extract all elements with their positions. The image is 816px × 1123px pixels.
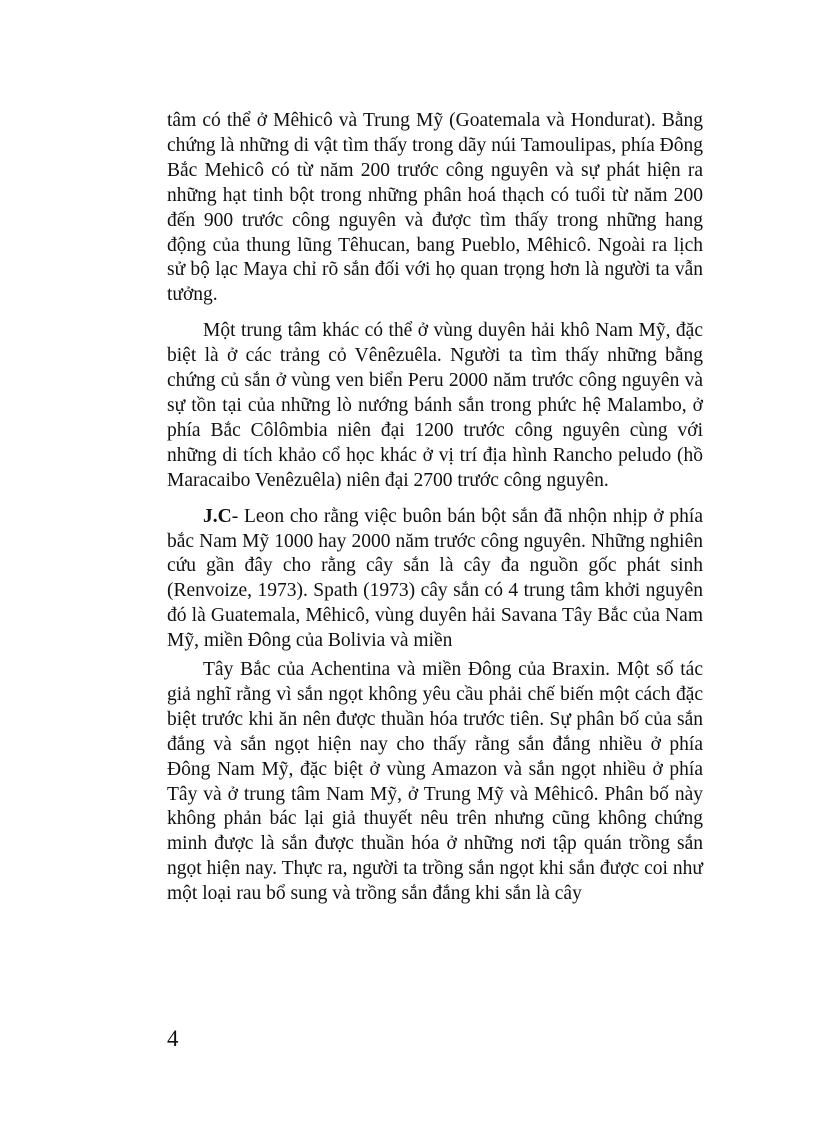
paragraph-4 — [167, 658, 703, 907]
paragraph-4-text: Tây Bắc của Achentina và miền Đông của Braxin. Một số tác giả nghĩ rằng vì sắn ngọt không yêu cầu phải chế biến một cách đặc biệt trước khi ăn nên được thuần hóa trước tiên. Sự phân bố của sắn đắng và sắn ngọt hiện nay cho thấy rằng sắn đắng nhiều ở phía Đông Nam Mỹ, đặc biệt ở vùng Amazon và sắn ngọt nhiều ở phía Tây và ở trung tâm Nam Mỹ, ở Trung Mỹ và Mêhicô. Phân bố này không phản bác lại giả thuyết nêu trên nhưng cũng không chứng minh được là sắn được thuần hóa ở những nơi tập quán trồng sắn ngọt hiện nay. Thực ra, người ta trồng sắn ngọt khi sắn được coi như một loại rau bổ sung và trồng sắn đắng khi sắn là cây — [167, 659, 703, 905]
page-number: 4 — [167, 1026, 179, 1051]
paragraph-3 — [167, 505, 703, 654]
paragraph-2 — [167, 319, 703, 493]
paragraph-1-text: tâm có thể ở Mêhicô và Trung Mỹ (Goatemala và Hondurat). Bằng chứng là những di vật tìm thấy trong dãy núi Tamoulipas, phía Đông Bắc Mehicô có từ năm 200 trước công nguyên và sự phát hiện ra những hạt tinh bột trong những phân hoá thạch có tuổi từ năm 200 đến 900 trước công nguyên và được tìm thấy trong những hang động của thung lũng Têhucan, bang Pueblo, Mêhicô. Ngoài ra lịch sử bộ lạc Maya chỉ rõ sắn đối với họ quan trọng hơn là người ta vẫn tưởng. — [167, 110, 703, 306]
paragraph-3-text: - Leon cho rằng việc buôn bán bột sắn đã nhộn nhịp ở phía bắc Nam Mỹ 1000 hay 2000 năm trước công nguyên. Những nghiên cứu gần đây cho rằng cây sắn là cây đa nguồn gốc phát sinh (Renvoize, 1973). Spath (1973) cây sắn có 4 trung tâm khởi nguyên đó là Guatemala, Mêhicô, vùng duyên hải Savana Tây Bắc của Nam Mỹ, miền Đông của Bolivia và miền — [167, 505, 703, 652]
page-body — [167, 109, 703, 907]
paragraph-1 — [167, 109, 703, 308]
paragraph-2-text: Một trung tâm khác có thể ở vùng duyên hải khô Nam Mỹ, đặc biệt là ở các trảng cỏ Vênêzuêla. Người ta tìm thấy những bằng chứng củ sắn ở vùng ven biển Peru 2000 năm trước công nguyên và sự tồn tại của những lò nướng bánh sắn trong phức hệ Malambo, ở phía Bắc Côlômbia niên đại 1200 trước công nguyên cùng với những di tích khảo cổ học khác ở vị trí địa hình Rancho peludo (hồ Maracaibo Venêzuêla) niên đại 2700 trước công nguyên. — [167, 320, 703, 491]
paragraph-3-lead: J.C — [203, 505, 232, 527]
